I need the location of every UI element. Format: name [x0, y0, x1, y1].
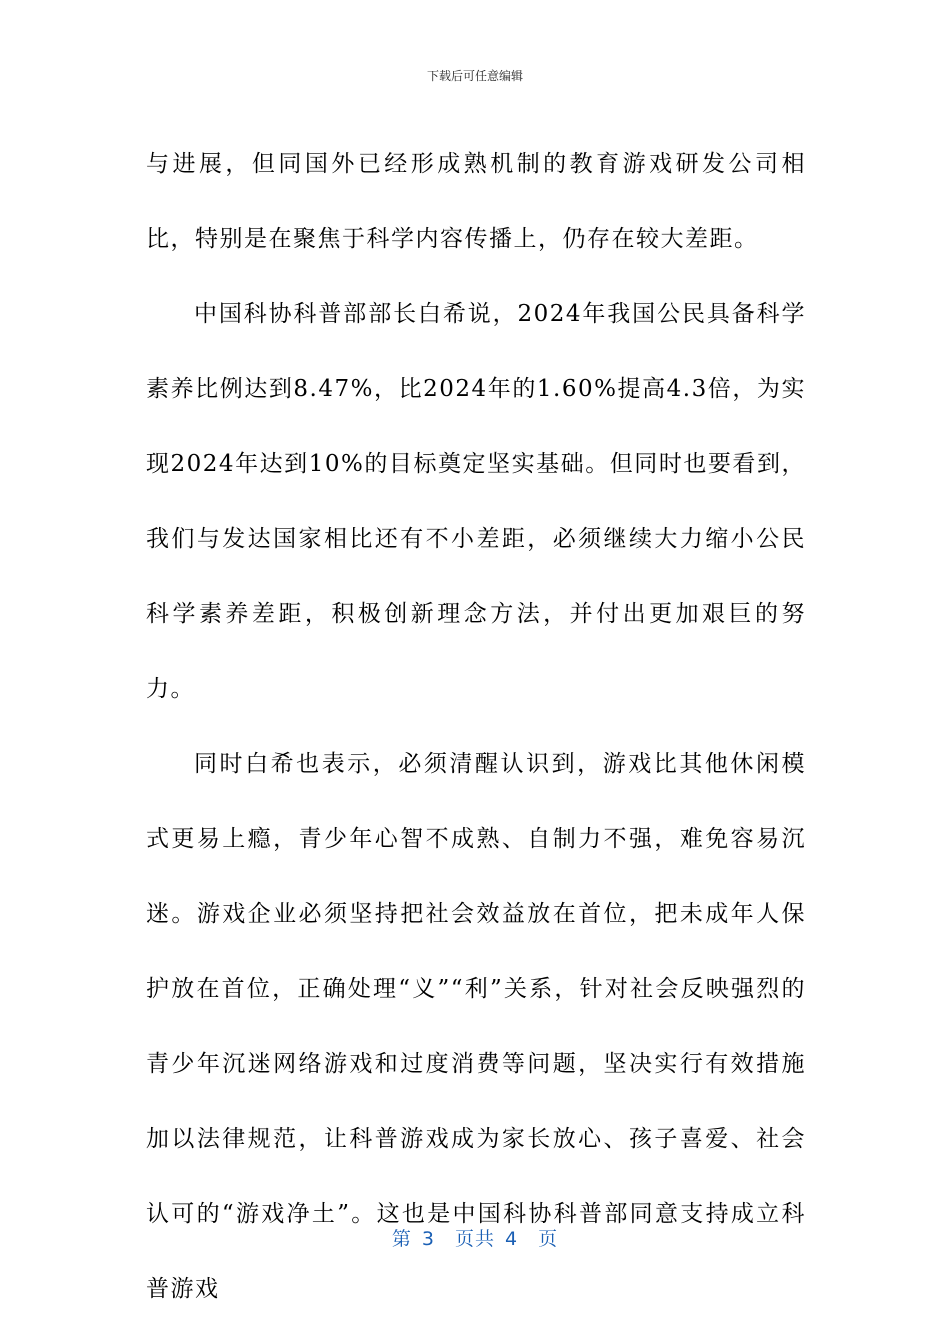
- footer-prefix: 第: [391, 1228, 412, 1250]
- page-footer: [0, 1226, 950, 1252]
- footer-suffix: 页: [538, 1228, 559, 1250]
- header-note: 下载后可任意编辑: [426, 69, 523, 83]
- paragraph-continuation: 与进展，但同国外已经形成熟机制的教育游戏研发公司相比，特别是在聚焦于科学内容传播上，仍存在较大差距。: [146, 151, 806, 252]
- footer-current-page: 3: [421, 1228, 435, 1250]
- footer-middle: 页共: [454, 1228, 495, 1250]
- document-body: [146, 127, 806, 1327]
- footer-total-pages: 4: [505, 1228, 519, 1250]
- paragraph-game-addiction: 同时白希也表示，必须清醒认识到，游戏比其他休闲模式更易上瘾，青少年心智不成熟、自制力不强，难免容易沉迷。游戏企业必须坚持把社会效益放在首位，把未成年人保护放在首位，正确处理“义”“利”关系，针对社会反映强烈的青少年沉迷网络游戏和过度消费等问题，坚决实行有效措施加以法律规范，让科普游戏成为家长放心、孩子喜爱、社会认可的“游戏净土”。这也是中国科协科普部同意支持成立科普游戏: [146, 751, 806, 1302]
- paragraph-science-literacy: 中国科协科普部部长白希说，2024年我国公民具备科学素养比例达到8.47%，比2024年的1.60%提高4.3倍，为实现2024年达到10%的目标奠定坚实基础。但同时也要看到，我们与发达国家相比还有不小差距，必须继续大力缩小公民科学素养差距，积极创新理念方法，并付出更加艰巨的努力。: [146, 301, 806, 702]
